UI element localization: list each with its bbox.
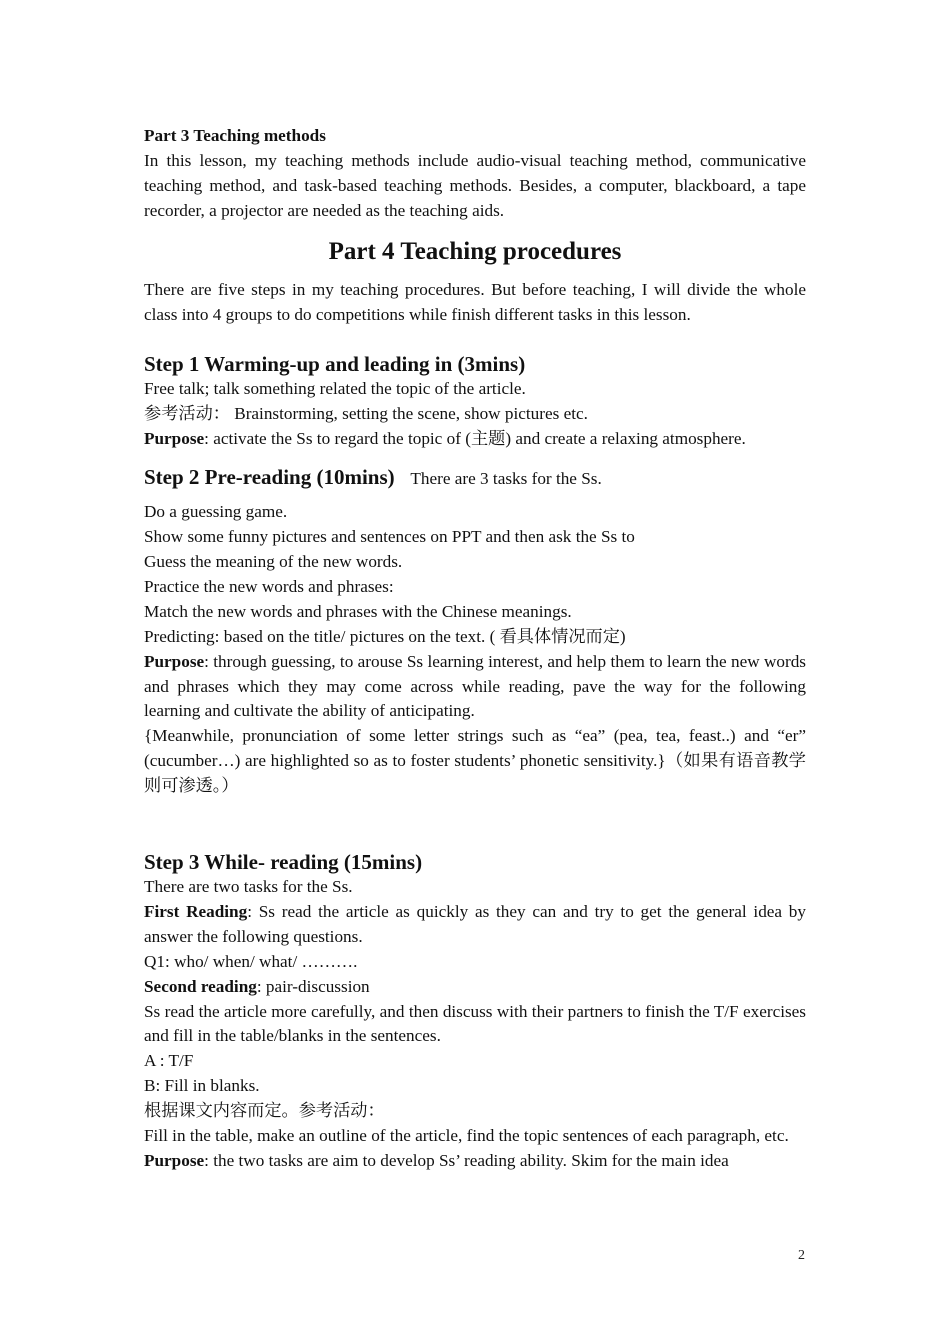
step3-q1: Q1: who/ when/ what/ ……….: [144, 951, 358, 971]
step3-line3: Fill in the table, make an outline of the article, find the topic sentences of each paragraph, etc.: [144, 1126, 789, 1146]
spacer: [144, 799, 806, 849]
part3-heading: Part 3 Teaching methods: [144, 126, 326, 145]
document-page: [144, 124, 806, 1174]
first-reading-text: : Ss read the article as quickly as they can and try to get the general idea by answer the following questions.: [144, 901, 806, 946]
step3-line2: Ss read the article more carefully, and then discuss with their partners to finish the T/F exercises and fill in the table/blanks in the sentences.: [144, 1001, 806, 1046]
page-number: 2: [798, 1248, 805, 1263]
spacer: [144, 327, 806, 351]
second-reading-label: Second reading: [144, 976, 257, 996]
step2-line4: Practice the new words and phrases:: [144, 576, 394, 596]
step2-meanwhile: {Meanwhile, pronunciation of some letter strings such as “ea” (pea, tea, feast..) and “er” (cucumber…) are highlighted so as to foster students’ phonetic sensitivity.}（如果有语音教学则可渗透。）: [144, 726, 806, 796]
step2-line6: Predicting: based on the title/ pictures on the text. ( 看具体情况而定): [144, 626, 626, 646]
step3-cn: 根据课文内容而定。参考活动：: [144, 1101, 385, 1121]
part3-body: In this lesson, my teaching methods include audio-visual teaching method, communicative teaching method, and task-based teaching methods. Besides, a computer, blackboard, a tape recorder, a projector are needed as the teaching aids.: [144, 150, 806, 220]
step3-first-reading: [144, 900, 806, 950]
step3-second-reading: [144, 975, 806, 1000]
step2-heading-after: There are 3 tasks for the Ss.: [410, 469, 602, 489]
step2-line5: Match the new words and phrases with the Chinese meanings.: [144, 601, 572, 621]
step3-heading: Step 3 While- reading (15mins): [144, 850, 423, 875]
step1-line2: 参考活动： Brainstorming, setting the scene, show pictures etc.: [144, 404, 588, 424]
step2-line3: Guess the meaning of the new words.: [144, 551, 403, 571]
step2-purpose: [144, 650, 806, 725]
step3-purpose: [144, 1149, 806, 1174]
step3-a: A : T/F: [144, 1051, 194, 1071]
step2-line2: Show some funny pictures and sentences on PPT and then ask the Ss to: [144, 527, 635, 547]
step2-line1: Do a guessing game.: [144, 502, 288, 522]
step1-purpose: [144, 427, 806, 452]
purpose-text: : the two tasks are aim to develop Ss’ reading ability. Skim for the main idea: [204, 1151, 729, 1170]
first-reading-label: First Reading: [144, 901, 248, 921]
step3-b: B: Fill in blanks.: [144, 1076, 260, 1096]
purpose-label: Purpose: [144, 429, 205, 449]
step2-heading-title: Step 2 Pre-reading (10mins): [144, 465, 395, 490]
second-reading-text: : pair-discussion: [256, 976, 370, 996]
purpose-label: Purpose: [144, 1151, 205, 1170]
purpose-text: : through guessing, to arouse Ss learning interest, and help them to learn the new words and phrases which they may come across while reading, pave the way for the following learning and cultivate the ability of anticipating.: [144, 651, 806, 721]
part4-heading: Part 4 Teaching procedures: [328, 237, 622, 265]
step3-line1: There are two tasks for the Ss.: [144, 877, 353, 897]
step2-heading: [144, 464, 806, 492]
step1-line1: Free talk; talk something related the topic of the article.: [144, 379, 526, 399]
purpose-label: Purpose: [144, 651, 205, 671]
purpose-text: : activate the Ss to regard the topic of (主题) and create a relaxing atmosphere.: [204, 429, 746, 449]
step1-heading: Step 1 Warming-up and leading in (3mins): [144, 352, 526, 377]
part4-intro: There are five steps in my teaching procedures. But before teaching, I will divide the whole class into 4 groups to do competitions while finish different tasks in this lesson.: [144, 279, 806, 324]
